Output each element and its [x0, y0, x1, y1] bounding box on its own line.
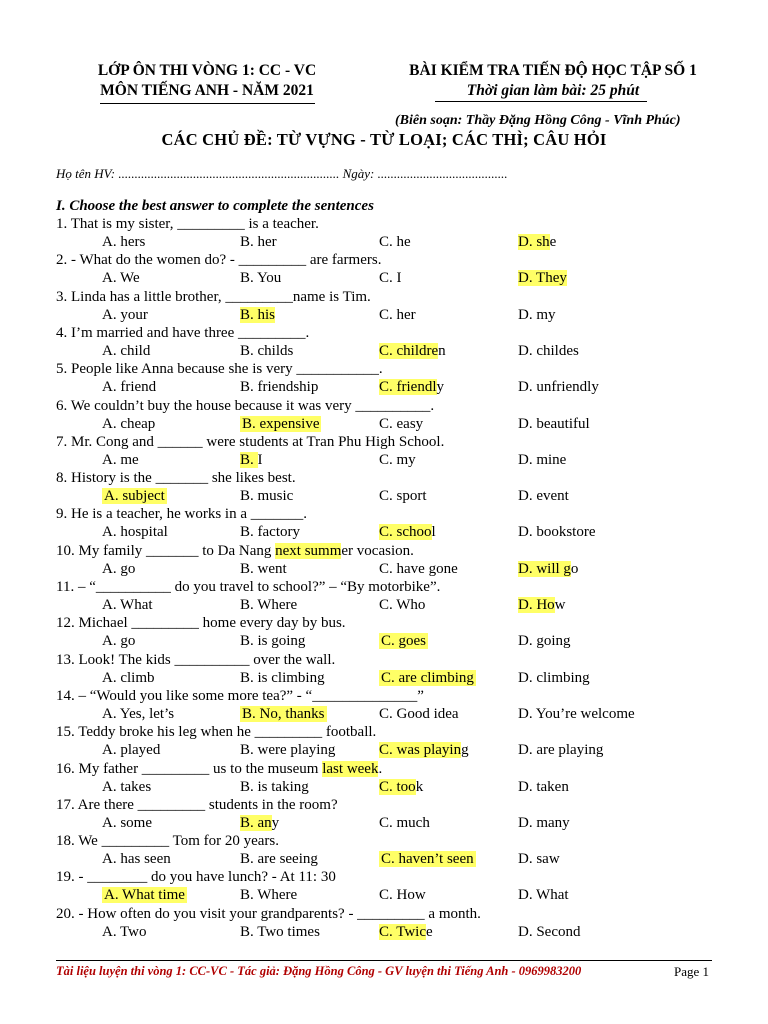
answer-highlight: C. schoo — [379, 524, 432, 541]
footer-text: Tài liệu luyện thi vòng 1: CC-VC - Tác giả: Đặng Hồng Công - GV luyện thi Tiếng Anh - 0969983200 — [56, 964, 582, 978]
answer-option: A. has seen — [102, 851, 171, 868]
answer-option: A. cheap — [102, 415, 156, 432]
answer-option: D. event — [518, 488, 569, 505]
answer-option: D. What — [518, 887, 569, 904]
question-text: 11. – “__________ do you travel to school?” – “By motorbike”. — [56, 579, 441, 595]
answer-highlight: D. They — [518, 270, 567, 287]
answer-text-rest: y — [436, 379, 444, 396]
answer-highlight: B. No, thanks — [242, 705, 325, 722]
question-highlight: next summ — [275, 542, 342, 559]
question-text: 1. That is my sister, _________ is a teacher. — [56, 216, 319, 232]
answer-option: C. have gone — [379, 560, 458, 577]
answer-option: D. my — [518, 306, 556, 323]
answer-option: B. Two times — [240, 923, 320, 940]
answer-option: B. went — [240, 560, 287, 577]
question-text: 15. Teddy broke his leg when he _________ football. — [56, 724, 377, 741]
answer-option — [518, 234, 556, 251]
footer-divider — [56, 960, 712, 961]
answer-option: C. her — [379, 306, 416, 323]
answer-option: D. beautiful — [518, 415, 590, 432]
answer-option — [379, 524, 436, 541]
answer-option: C. he — [379, 234, 411, 250]
answer-highlight: C. goes — [381, 633, 426, 650]
answer-option: D. many — [518, 814, 570, 831]
answer-option: B. are seeing — [240, 851, 318, 868]
answer-option — [379, 924, 433, 941]
answer-option — [102, 488, 167, 505]
answer-option: A. hers — [102, 234, 146, 250]
answer-text-rest: l — [431, 524, 436, 541]
answer-option: B. her — [240, 234, 277, 250]
answer-option: C. easy — [379, 415, 424, 432]
answer-option: A. played — [102, 742, 161, 759]
question-text: 19. - ________ do you have lunch? - At 11: 30 — [56, 869, 336, 886]
question-text: 18. We _________ Tom for 20 years. — [56, 833, 279, 850]
answer-option — [379, 742, 469, 759]
answer-highlight: C. too — [379, 778, 416, 795]
answer-highlight: B. — [240, 451, 258, 468]
answer-highlight: C. childre — [379, 342, 439, 359]
answer-option — [240, 452, 263, 469]
answer-option: B. is taking — [240, 778, 309, 795]
answer-text-rest: e — [549, 234, 557, 250]
question-text: 13. Look! The kids __________ over the wall. — [56, 651, 336, 668]
question-text: 14. – “Would you like some more tea?” - “______________” — [56, 687, 424, 704]
answer-option: D. are playing — [518, 742, 604, 759]
author-credit: (Biên soạn: Thầy Đặng Hồng Công - Vĩnh Phúc) — [395, 113, 681, 128]
answer-option — [240, 416, 321, 433]
answer-option: C. Who — [379, 597, 426, 613]
question-text-part: 10. My family _______ to Da Nang — [56, 542, 276, 559]
left-header-underline — [100, 103, 315, 104]
answer-text-rest: o — [570, 560, 579, 577]
answer-option: D. Second — [518, 923, 581, 940]
answer-text-rest: g — [461, 742, 469, 759]
answer-option: C. How — [379, 887, 426, 904]
answer-option — [518, 561, 578, 578]
answer-highlight: D. sh — [518, 234, 550, 250]
answer-highlight: C. haven’t seen — [381, 851, 474, 868]
answer-option: D. taken — [518, 778, 569, 795]
answer-option: B. You — [240, 270, 282, 287]
class-title: LỚP ÔN THI VÒNG 1: CC - VC — [97, 62, 317, 79]
answer-option — [379, 779, 423, 796]
answer-option: B. friendship — [240, 379, 319, 396]
question-text: 3. Linda has a little brother, _________name is Tim. — [56, 288, 371, 305]
student-info-line: Họ tên HV: .................................................................... Ngày: ........................................ — [56, 166, 508, 181]
answer-highlight: D. will g — [518, 560, 571, 577]
answer-text-rest: e — [426, 923, 433, 940]
answer-highlight: B. expensive — [242, 415, 320, 432]
section-title: I. Choose the best answer to complete the sentences — [56, 198, 374, 214]
answer-text-rest: w — [554, 597, 566, 613]
answer-option — [379, 343, 446, 360]
answer-option: A. me — [102, 451, 139, 468]
answer-option: C. sport — [379, 488, 427, 505]
answer-option: A. takes — [102, 778, 152, 795]
answer-option: B. is going — [240, 633, 306, 650]
answer-option: A. go — [102, 633, 136, 650]
answer-text-rest: y — [271, 814, 280, 831]
question-text — [56, 761, 382, 778]
question-text: 5. People like Anna because she is very ___________. — [56, 361, 383, 378]
test-title: BÀI KIỂM TRA TIẾN ĐỘ HỌC TẬP SỐ 1 — [409, 62, 697, 79]
answer-option: B. is climbing — [240, 669, 325, 686]
answer-highlight: A. subject — [104, 488, 165, 505]
subject-year: MÔN TIẾNG ANH - NĂM 2021 — [100, 82, 314, 99]
answer-option — [379, 379, 444, 396]
answer-option: B. music — [240, 488, 294, 505]
answer-highlight: C. Twic — [379, 923, 427, 940]
question-text-part: er vocasion. — [341, 542, 414, 559]
question-text: 20. - How often do you visit your grandparents? - _________ a month. — [56, 905, 481, 922]
answer-option — [379, 670, 476, 687]
question-text: 2. - What do the women do? - _________ are farmers. — [56, 252, 382, 269]
answer-highlight: B. an — [240, 814, 272, 831]
answer-option: D. mine — [518, 451, 567, 468]
answer-option: D. childes — [518, 342, 579, 359]
right-header-underline — [435, 101, 647, 102]
answer-option: D. going — [518, 633, 571, 650]
answer-option: C. I — [379, 270, 402, 287]
question-highlight: last week — [322, 760, 379, 777]
answer-highlight: B. his — [240, 306, 276, 323]
answer-highlight: C. are climbing — [381, 669, 474, 686]
question-text: 12. Michael _________ home every day by bus. — [56, 615, 346, 632]
class-title-block — [62, 61, 352, 101]
answer-option: B. were playing — [240, 742, 336, 759]
answer-option: A. climb — [102, 669, 155, 686]
answer-text-rest: n — [438, 342, 446, 359]
topics-heading: CÁC CHỦ ĐỀ: TỪ VỰNG - TỪ LOẠI; CÁC THÌ; CÂU HỎI — [161, 130, 607, 149]
answer-option: D. saw — [518, 851, 560, 868]
answer-option: A. child — [102, 342, 151, 359]
question-text-part: 16. My father _________ us to the museum — [56, 760, 323, 777]
answer-option: B. Where — [240, 887, 298, 904]
answer-option: B. factory — [240, 524, 300, 541]
answer-option: A. Two — [102, 923, 147, 940]
answer-highlight: A. What time — [104, 887, 185, 904]
answer-option — [102, 887, 187, 904]
answer-option: B. Where — [240, 597, 298, 613]
answer-option — [240, 815, 279, 832]
answer-highlight: D. Ho — [518, 597, 555, 613]
answer-option: B. childs — [240, 342, 294, 359]
answer-option: C. my — [379, 451, 416, 468]
answer-option: D. bookstore — [518, 524, 596, 541]
answer-text-rest: I — [257, 451, 263, 468]
question-text: 9. He is a teacher, he works in a _______. — [56, 506, 307, 523]
answer-option: A. some — [102, 814, 152, 831]
answer-option: A. friend — [102, 379, 157, 396]
answer-option: A. Yes, let’s — [102, 705, 175, 722]
answer-option: D. You’re welcome — [518, 705, 635, 722]
answer-option — [379, 633, 428, 650]
answer-option: A. What — [102, 597, 153, 613]
answer-option: C. Good idea — [379, 705, 459, 722]
answer-option — [518, 597, 566, 614]
answer-highlight: C. friendl — [379, 379, 437, 396]
answer-option: D. climbing — [518, 669, 590, 686]
question-text — [56, 543, 414, 560]
answer-option — [518, 270, 567, 287]
question-text-part: . — [378, 760, 383, 777]
page-number: Page 1 — [674, 964, 710, 979]
answer-option: A. We — [102, 270, 140, 287]
question-text: 8. History is the _______ she likes best. — [56, 470, 296, 487]
answer-highlight: C. was playin — [379, 742, 462, 759]
time-limit: Thời gian làm bài: 25 phút — [466, 82, 640, 99]
question-text: 6. We couldn’t buy the house because it was very __________. — [56, 397, 435, 414]
answer-option: D. unfriendly — [518, 379, 599, 396]
answer-option: C. much — [379, 814, 430, 831]
test-title-block — [378, 61, 728, 101]
question-text: 7. Mr. Cong and ______ were students at Tran Phu High School. — [56, 433, 445, 450]
question-text: 4. I’m married and have three _________. — [56, 324, 310, 341]
answer-option — [240, 307, 275, 324]
answer-option — [379, 851, 476, 868]
question-text: 17. Are there _________ students in the room? — [56, 796, 338, 813]
answer-option: A. your — [102, 306, 148, 323]
answer-option: A. hospital — [102, 524, 168, 541]
answer-option: A. go — [102, 560, 136, 577]
answer-option — [240, 706, 327, 723]
answer-text-rest: k — [415, 778, 424, 795]
